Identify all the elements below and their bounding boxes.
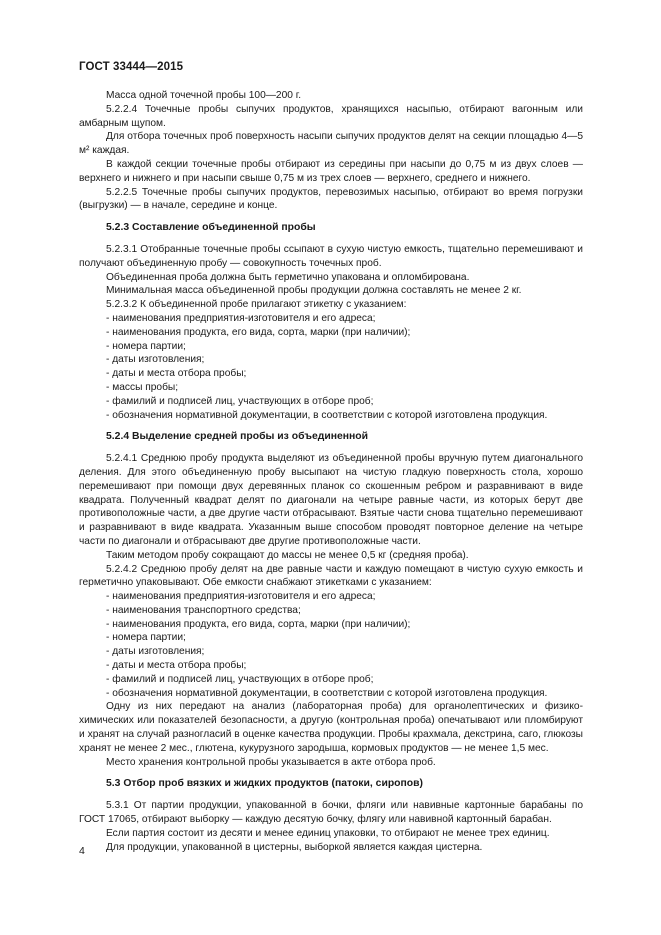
list-item: - наименования продукта, его вида, сорта, марки (при наличии); (106, 618, 411, 630)
list-item: - номера партии; (106, 340, 186, 352)
document-body (79, 89, 583, 854)
paragraph: Для отбора точечных проб поверхность насыпи сыпучих продуктов делят на секции площадью 4—5 м² каждая. (79, 131, 583, 157)
list-item: - наименования транспортного средства; (106, 604, 301, 616)
list-item: - наименования предприятия-изготовителя и его адреса; (106, 312, 376, 324)
section-heading: 5.2.3 Составление объединенной пробы (106, 222, 316, 234)
paragraph: 5.2.3.2 К объединенной пробе прилагают этикетку с указанием: (106, 299, 407, 311)
list-item: - наименования продукта, его вида, сорта, марки (при наличии); (106, 326, 411, 338)
paragraph: 5.2.4.1 Среднюю пробу продукта выделяют из объединенной пробы вручную путем диагонального деления. Для этого объединенную пробу высыпают на чистую гладкую поверхность стола, хорошо перемешивают при помощи двух деревянных планок со скошенным ребром и разравнивают в виде квадрата. Полученный квадрат делят по диагонали на четыре равные части, из которых берут две противоположные части, а две другие части отбрасывают. Взятые части снова тщательно перемешивают и разравнивают в виде квадрата. Указанным выше способом проводят повторное деление на четыре части по диагонали и отбрасывают две другие противоположные части. (79, 453, 583, 547)
paragraph: Одну из них передают на анализ (лабораторная проба) для органолептических и физико-химических или показателей безопасности, а другую (контрольная проба) опечатывают или пломбируют и хранят на случай разногласий в оценке качества продукции. Пробы крахмала, декстрина, саго, глюкозы хранят не менее 2 мес., глютена, кукурузного зародыша, кормовых продуктов — не менее 1,5 мес. (79, 701, 583, 754)
paragraph: Для продукции, упакованной в цистерны, выборкой является каждая цистерна. (106, 841, 483, 853)
page-number: 4 (79, 845, 85, 857)
paragraph: Место хранения контрольной пробы указывается в акте отбора проб. (106, 756, 436, 768)
paragraph: 5.2.3.1 Отобранные точечные пробы ссыпают в сухую чистую емкость, тщательно перемешивают и получают объединенную пробу — совокупность точечных проб. (79, 243, 583, 269)
page-header: ГОСТ 33444—2015 (79, 61, 184, 73)
paragraph: Если партия состоит из десяти и менее единиц упаковки, то отбирают не менее трех единиц. (106, 827, 550, 839)
paragraph: Минимальная масса объединенной пробы продукции должна составлять не менее 2 кг. (106, 285, 522, 297)
paragraph: Таким методом пробу сокращают до массы не менее 0,5 кг (средняя проба). (106, 549, 469, 561)
paragraph: Масса одной точечной пробы 100—200 г. (106, 90, 302, 101)
list-item: - номера партии; (106, 632, 186, 644)
list-item: - обозначения нормативной документации, в соответствии с которой изготовлена продукция. (106, 687, 548, 699)
list-item: - даты и места отбора пробы; (106, 368, 247, 380)
section-heading: 5.3 Отбор проб вязких и жидких продуктов (патоки, сиропов) (106, 778, 424, 790)
paragraph: В каждой секции точечные пробы отбирают из середины при насыпи до 0,75 м из двух слоев — верхнего и нижнего и при насыпи свыше 0,75 м из трех слоев — верхнего, среднего и нижнего. (79, 158, 583, 184)
paragraph: 5.2.2.5 Точечные пробы сыпучих продуктов, перевозимых насыпью, отбирают во время погрузки (выгрузки) — в начале, середине и конце. (79, 186, 583, 212)
paragraph: 5.2.4.2 Среднюю пробу делят на две равные части и каждую помещают в чистую сухую емкость и герметично упаковывают. Обе емкости снабжают этикетками с указанием: (79, 563, 583, 589)
list-item: - массы пробы; (106, 381, 179, 393)
paragraph: Объединенная проба должна быть герметично упакована и опломбирована. (106, 271, 470, 283)
list-item: - даты изготовления; (106, 354, 205, 366)
list-item: - даты изготовления; (106, 646, 205, 658)
list-item: - фамилий и подписей лиц, участвующих в отборе проб; (106, 395, 374, 407)
list-item: - фамилий и подписей лиц, участвующих в отборе проб; (106, 673, 374, 685)
list-item: - даты и места отбора пробы; (106, 660, 247, 672)
paragraph: 5.3.1 От партии продукции, упакованной в бочки, фляги или навивные картонные барабаны по ГОСТ 17065, отбирают выборку — каждую десятую бочку, флягу или навивной картонный барабан. (79, 800, 583, 826)
list-item: - наименования предприятия-изготовителя и его адреса; (106, 591, 376, 603)
paragraph: 5.2.2.4 Точечные пробы сыпучих продуктов, хранящихся насыпью, отбирают вагонным или амбарным щупом. (79, 103, 583, 129)
list-item: - обозначения нормативной документации, в соответствии с которой изготовлена продукция. (106, 409, 548, 421)
section-heading: 5.2.4 Выделение средней пробы из объединенной (106, 431, 369, 443)
